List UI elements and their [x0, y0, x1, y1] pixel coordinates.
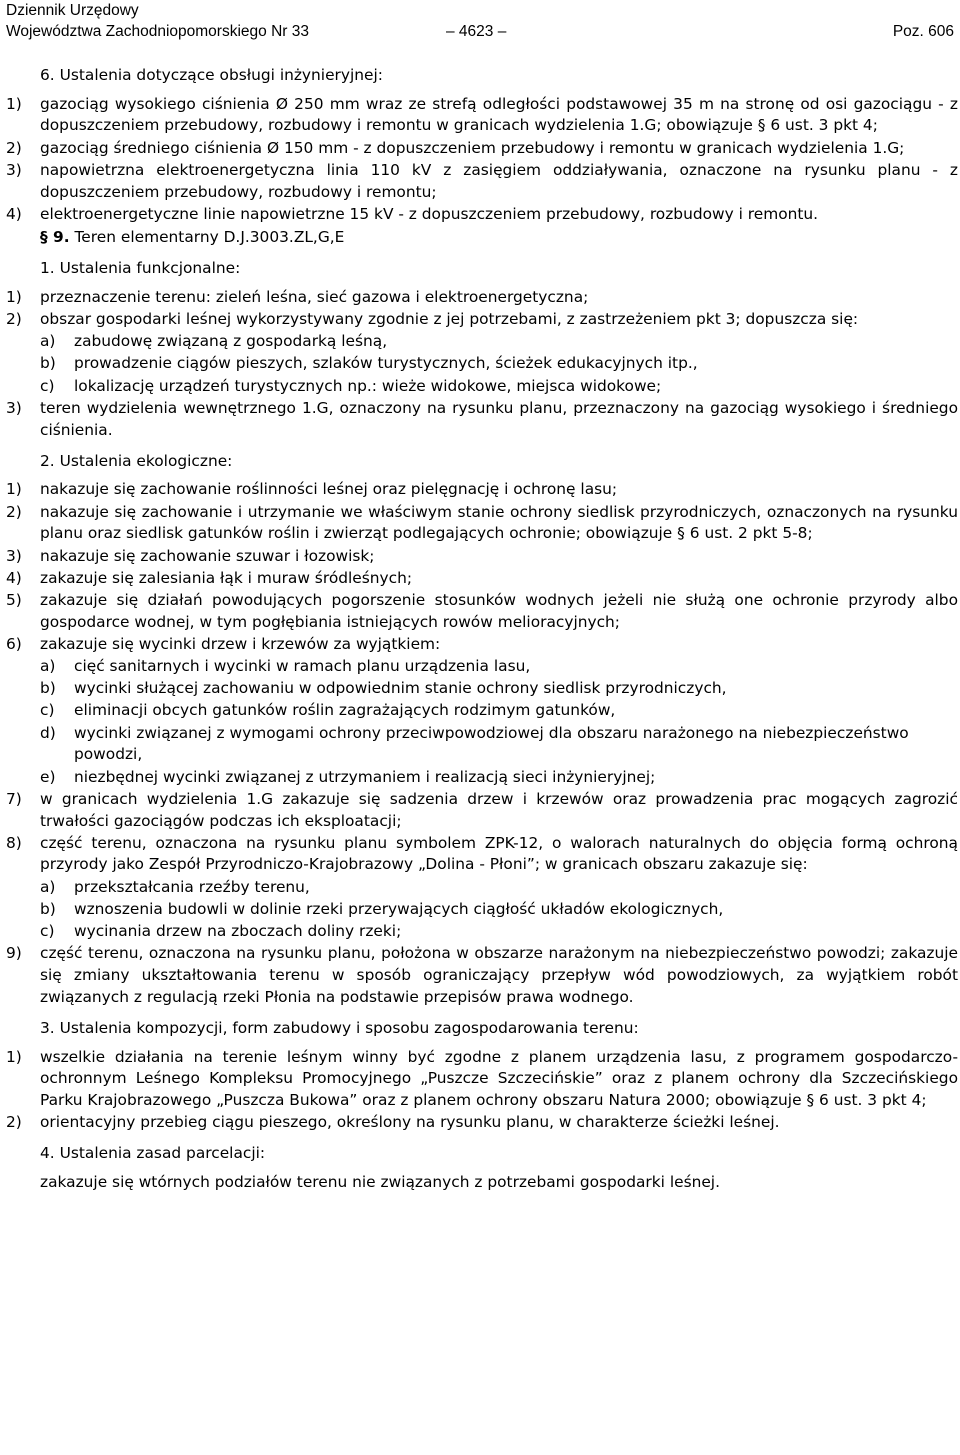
item-number: 3): [6, 546, 22, 565]
sub-item: [6, 899, 958, 921]
sub-item: [6, 700, 958, 722]
item-text: elektroenergetyczne linie napowietrzne 15 kV - z dopuszczeniem przebudowy, rozbudowy i remontu.: [40, 204, 819, 223]
sub-item-letter: c): [40, 376, 55, 395]
sub-item-letter: d): [40, 723, 56, 742]
list-item: [6, 309, 958, 331]
item-text: wszelkie działania na terenie leśnym winny być zgodne z planem urządzenia lasu, z programem gospodarczo-ochronnym Leśnego Kompleksu Promocyjnego „Puszcze Szczecińskie” oraz z planem ochrony dla Szczecińskiego Parku Krajobrazowego „Puszcza Bukowa” oraz z planem ochrony obszaru Natura 2000; obowiązuje § 6 ust. 3 pkt 4;: [40, 1047, 958, 1109]
sub-item: [6, 723, 958, 766]
item-number: 3): [6, 398, 22, 417]
item-text: zakazuje się działań powodujących pogorszenie stosunków wodnych jeżeli nie służą one ochronie przyrody albo gospodarce wodnej, w tym pogłębiania istniejących rowów melioracyjnych;: [40, 590, 958, 631]
sub-item-letter: a): [40, 877, 56, 896]
page-header: [6, 0, 956, 42]
sub-item-text: wycinki służącej zachowaniu w odpowiednim stanie ochrony siedlisk przyrodniczych,: [74, 679, 727, 698]
sub-item-text: przekształcania rzeźby terenu,: [74, 877, 310, 896]
item-text: obszar gospodarki leśnej wykorzystywany zgodnie z jej potrzebami, z zastrzeżeniem pkt 3; dopuszcza się:: [40, 310, 859, 329]
sub-item-text: cięć sanitarnych i wycinki w ramach planu urządzenia lasu,: [74, 657, 531, 676]
item-number: 2): [6, 138, 22, 157]
list-item: [6, 634, 958, 656]
sub-item-text: zabudowę związaną z gospodarką leśną,: [74, 332, 388, 351]
list-item: [6, 789, 958, 832]
item-text: gazociąg średniego ciśnienia Ø 150 mm - z dopuszczeniem przebudowy i remontu w granicach wydzielenia 1.G;: [40, 138, 905, 157]
list-item: [6, 1047, 958, 1112]
sub-item-letter: c): [40, 922, 55, 941]
page-number: – 4623 –: [446, 23, 507, 40]
list-item: [6, 546, 958, 568]
sub-item-text: niezbędnej wycinki związanej z utrzymaniem i realizacją sieci inżynieryjnej;: [74, 767, 656, 786]
item-number: 7): [6, 789, 22, 808]
sub-item: [6, 331, 958, 353]
sub-item: [6, 877, 958, 899]
paragraph-mark: § 9.: [40, 228, 70, 247]
sub-item-text: lokalizację urządzeń turystycznych np.: wieże widokowe, miejsca widokowe;: [74, 376, 662, 395]
item-number: 4): [6, 568, 22, 587]
list-item: [6, 479, 958, 501]
sub-item: [6, 376, 958, 398]
paragraph-heading: [6, 227, 958, 249]
sub-item-letter: c): [40, 701, 55, 720]
item-number: 3): [6, 160, 22, 179]
sub-item: [6, 767, 958, 789]
section-heading-1: 1. Ustalenia funkcjonalne:: [40, 259, 241, 278]
item-text: gazociąg wysokiego ciśnienia Ø 250 mm wraz ze strefą odległości podstawowej 35 m na stronę od osi gazociągu - z dopuszczeniem przebudowy, rozbudowy i remontu w granicach wydzielenia 1.G; obowiązuje § 6 ust. 3 pkt 4;: [40, 94, 958, 135]
sub-item-letter: e): [40, 767, 56, 786]
item-text: część terenu, oznaczona na rysunku planu symbolem ZPK-12, o walorach naturalnych do objęcia formą ochroną przyrody jako Zespół Przyrodniczo-Krajobrazowy „Dolina - Płoni”; w granicach obszaru zakazuje się:: [40, 833, 958, 874]
item-number: 2): [6, 502, 22, 521]
position-number: Poz. 606: [892, 23, 954, 40]
section-heading-6: 6. Ustalenia dotyczące obsługi inżynieryjnej:: [40, 66, 383, 84]
item-text: w granicach wydzielenia 1.G zakazuje się sadzenia drzew i krzewów oraz prowadzenia prac mogących zagrozić trwałości gazociągów podczas ich eksploatacji;: [40, 789, 958, 830]
item-text: nakazuje się zachowanie szuwar i łozowisk;: [40, 546, 375, 565]
item-text: orientacyjny przebieg ciągu pieszego, określony na rysunku planu, w charakterze ścieżki leśnej.: [40, 1113, 780, 1132]
sub-item-text: eliminacji obcych gatunków roślin zagrażających rodzimym gatunków,: [74, 701, 616, 720]
item-text: zakazuje się wycinki drzew i krzewów za wyjątkiem:: [40, 634, 441, 653]
sub-item-letter: b): [40, 899, 56, 918]
parcel-rule-text: zakazuje się wtórnych podziałów terenu nie związanych z potrzebami gospodarki leśnej.: [40, 1173, 720, 1192]
item-text: przeznaczenie terenu: zieleń leśna, sieć gazowa i elektroenergetyczna;: [40, 287, 589, 306]
item-number: 4): [6, 204, 22, 223]
item-number: 8): [6, 833, 22, 852]
sub-item-text: wycinki związanej z wymogami ochrony przeciwpowodziowej dla obszaru narażonego na niebezpieczeństwo powodzi,: [74, 723, 909, 764]
item-text: napowietrzna elektroenergetyczna linia 110 kV z zasięgiem oddziaływania, oznaczone na rysunku planu - z dopuszczeniem przebudowy, rozbudowy i remontu;: [40, 160, 958, 201]
journal-title: Dziennik Urzędowy: [6, 2, 139, 19]
sub-item: [6, 353, 958, 375]
item-number: 1): [6, 480, 22, 499]
sub-item-text: wycinania drzew na zboczach doliny rzeki;: [74, 922, 402, 941]
sub-item: [6, 678, 958, 700]
list-item: [6, 138, 958, 160]
sub-item-text: wznoszenia budowli w dolinie rzeki przerywających ciągłość układów ekologicznych,: [74, 899, 724, 918]
section-heading-3: 3. Ustalenia kompozycji, form zabudowy i sposobu zagospodarowania terenu:: [40, 1018, 639, 1037]
item-number: 1): [6, 287, 22, 306]
list-item: [6, 287, 958, 309]
sub-item-letter: b): [40, 354, 56, 373]
list-item: [6, 204, 958, 226]
list-item: [6, 1112, 958, 1134]
list-item: [6, 568, 958, 590]
list-item: [6, 590, 958, 633]
item-number: 2): [6, 1113, 22, 1132]
item-number: 5): [6, 590, 22, 609]
item-number: 9): [6, 944, 22, 963]
list-item: [6, 943, 958, 1008]
item-text: część terenu, oznaczona na rysunku planu, położona w obszarze narażonym na niebezpieczeństwo powodzi; zakazuje się zmiany ukształtowania terenu w sposób ograniczający przepływ wód powodziowych, za wyjątkiem robót związanych z regulacją rzeki Płonia na podstawie przepisów prawa wodnego.: [40, 944, 958, 1006]
list-item: [6, 160, 958, 203]
list-item: [6, 502, 958, 545]
item-number: 1): [6, 94, 22, 113]
sub-item: [6, 921, 958, 943]
item-text: nakazuje się zachowanie i utrzymanie we właściwym stanie ochrony siedlisk przyrodniczych, oznaczonych na rysunku planu oraz siedlisk gatunków roślin i zwierząt podlegających ochronie; obowiązuje § 6 ust. 2 pkt 5-8;: [40, 502, 958, 543]
sub-item: [6, 656, 958, 678]
document-body: [6, 65, 958, 1194]
item-number: 1): [6, 1047, 22, 1066]
list-item: [6, 94, 958, 137]
section-heading-4: 4. Ustalenia zasad parcelacji:: [40, 1144, 266, 1163]
journal-name: Województwa Zachodniopomorskiego Nr 33: [6, 23, 309, 40]
sub-item-letter: a): [40, 332, 56, 351]
paragraph-title: Teren elementarny D.J.3003.ZL,G,E: [74, 228, 345, 247]
list-item: [6, 833, 958, 876]
sub-item-text: prowadzenie ciągów pieszych, szlaków turystycznych, ścieżek edukacyjnych itp.,: [74, 354, 698, 373]
item-text: nakazuje się zachowanie roślinności leśnej oraz pielęgnację i ochronę lasu;: [40, 480, 618, 499]
item-number: 6): [6, 634, 22, 653]
item-text: teren wydzielenia wewnętrznego 1.G, oznaczony na rysunku planu, przeznaczony na gazociąg wysokiego i średniego ciśnienia.: [40, 398, 958, 439]
list-item: [6, 398, 958, 441]
section-heading-2: 2. Ustalenia ekologiczne:: [40, 451, 233, 470]
item-text: zakazuje się zalesiania łąk i muraw śródleśnych;: [40, 568, 413, 587]
sub-item-letter: b): [40, 679, 56, 698]
sub-item-letter: a): [40, 657, 56, 676]
item-number: 2): [6, 310, 22, 329]
